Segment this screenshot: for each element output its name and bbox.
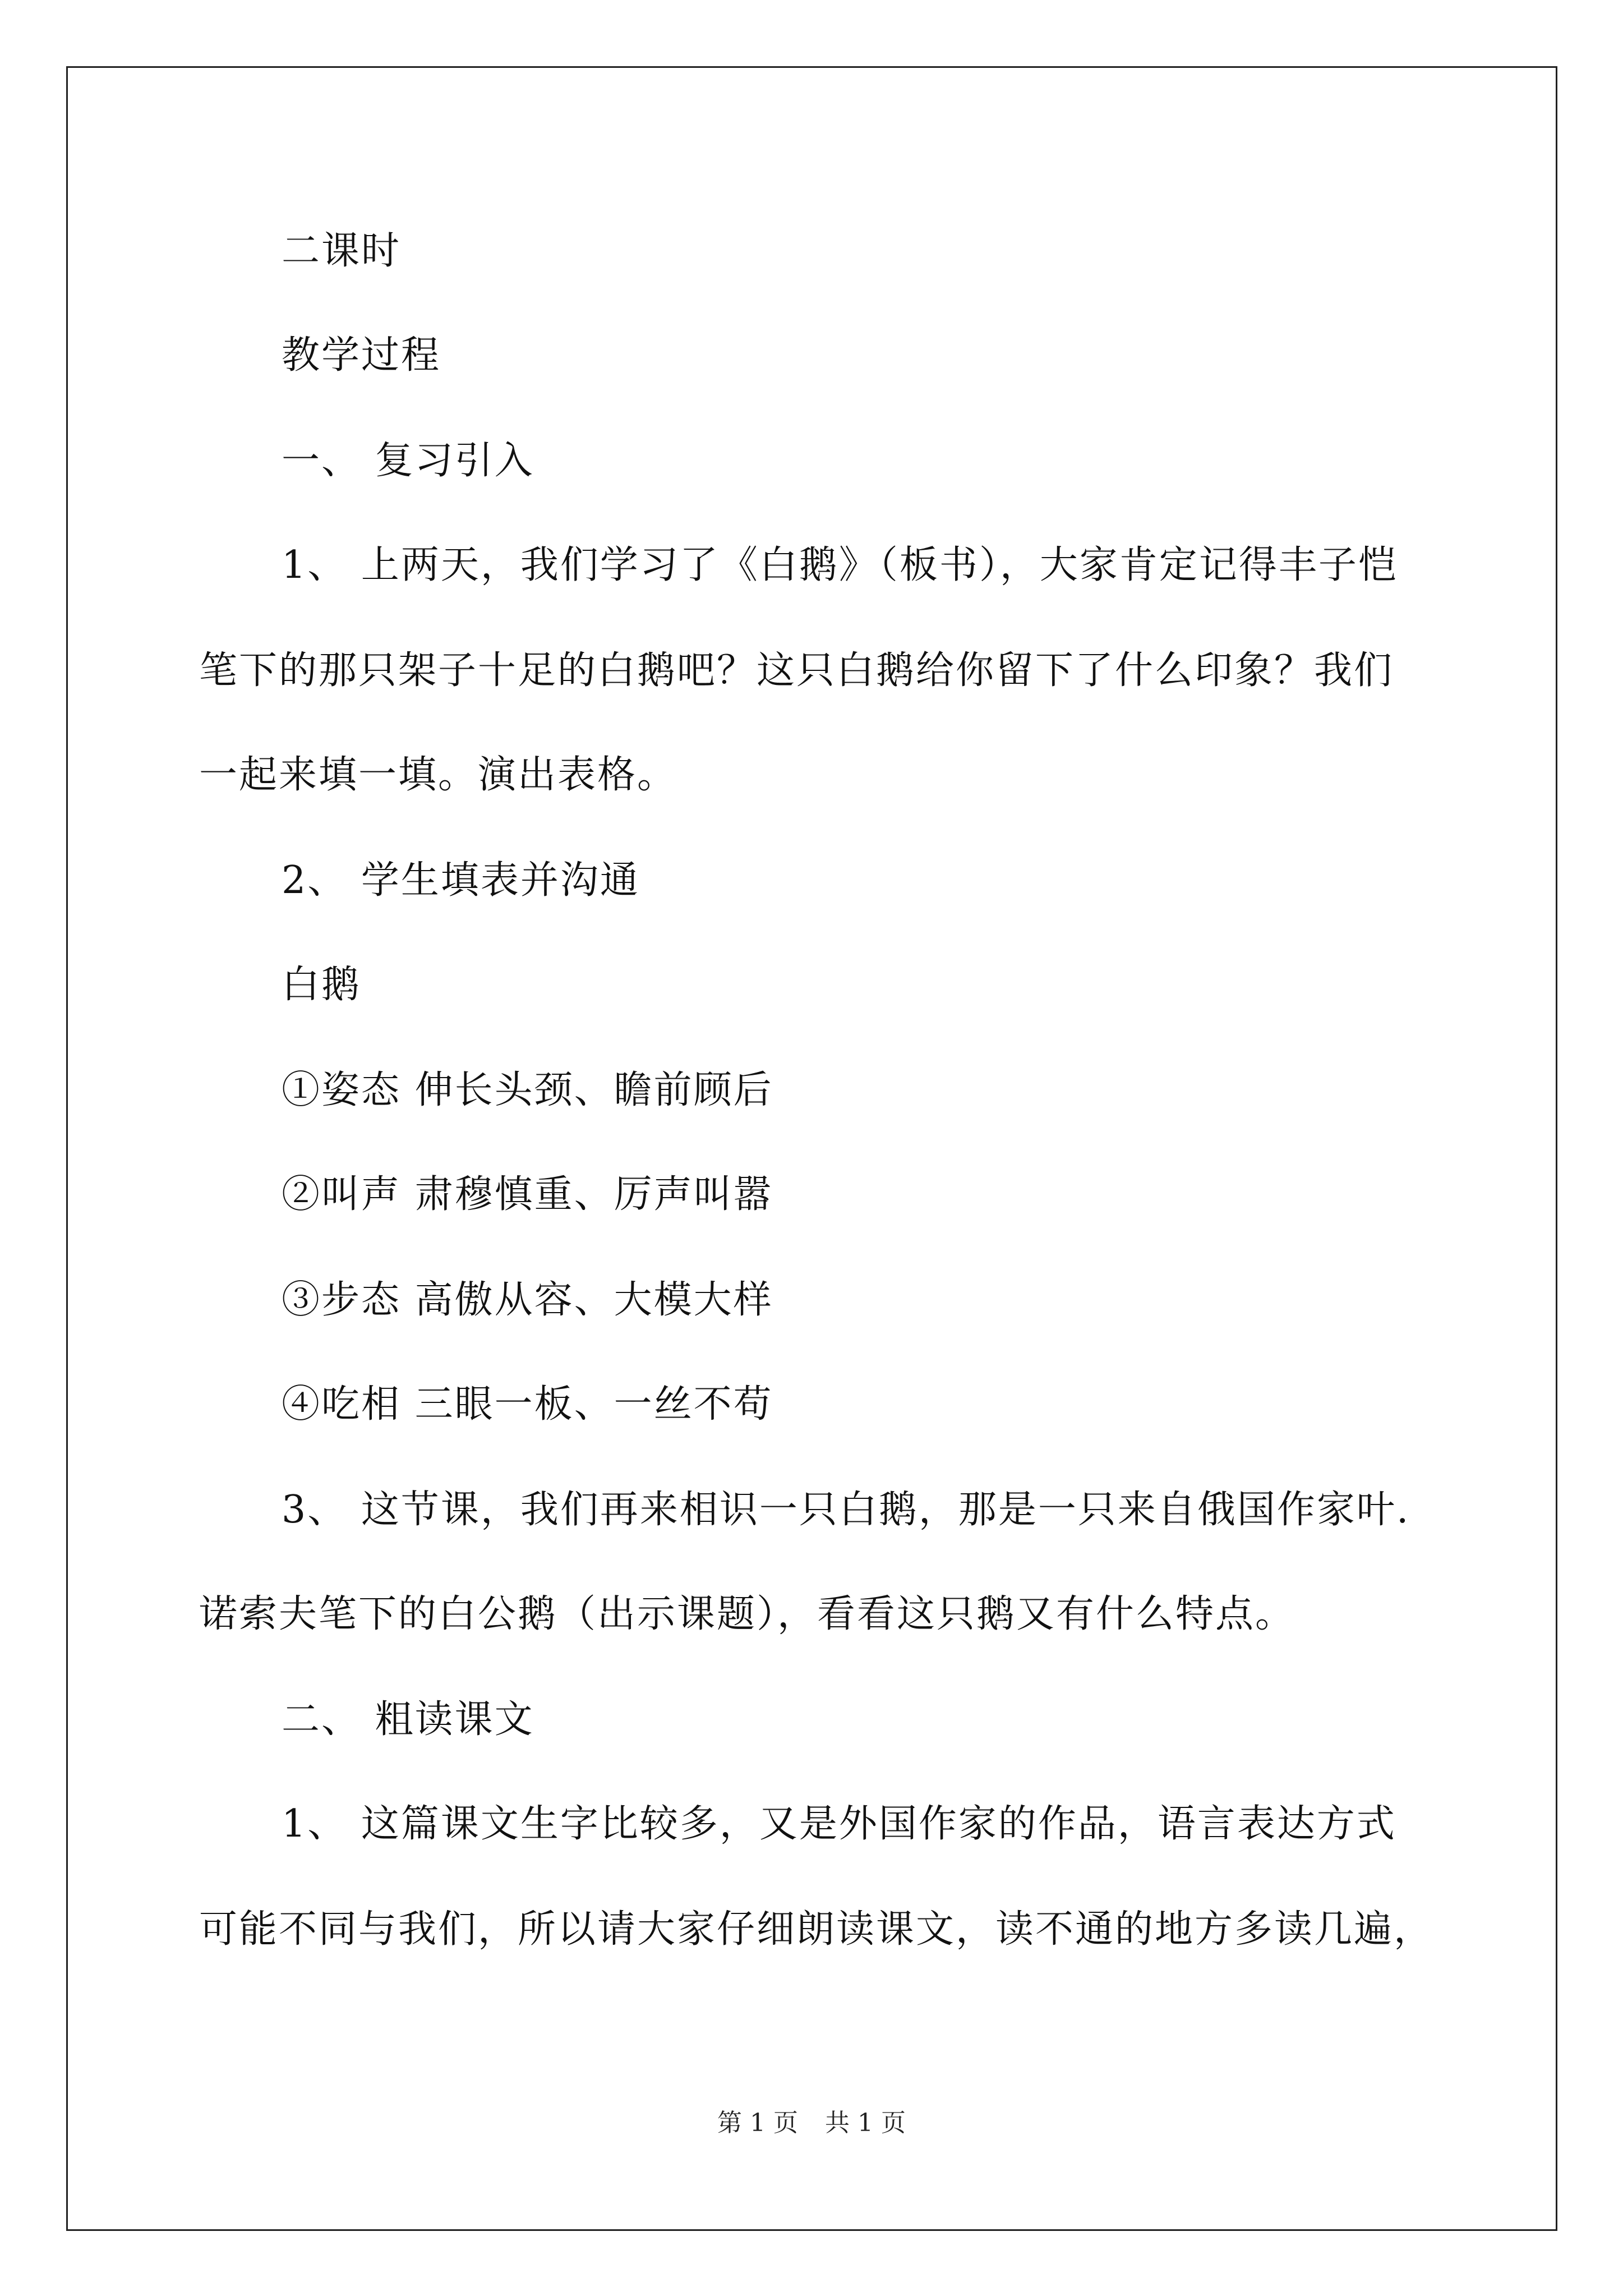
list-item: ④吃相 三眼一板、一丝不苟 — [282, 1382, 773, 1427]
paragraph-line: 2、 学生填表并沟通 — [282, 858, 640, 903]
page-footer — [0, 2108, 1623, 2139]
page-frame — [66, 66, 1557, 2231]
paragraph-line: 3、 这节课，我们再来相识一只白鹅，那是一只来自俄国作家叶. — [282, 1488, 1410, 1532]
table-title: 白鹅 — [282, 963, 362, 1007]
paragraph-line: 1、 这篇课文生字比较多，又是外国作家的作品，语言表达方式 — [282, 1802, 1396, 1846]
section-heading: 一、 复习引入 — [282, 439, 534, 483]
section-heading: 二、 粗读课文 — [282, 1697, 534, 1742]
page-total: 共 1 页 — [825, 2109, 906, 2137]
paragraph-line: 一起来填一填。演出表格。 — [199, 753, 677, 797]
paragraph-line: 笔下的那只架子十足的白鹅吧？这只白鹅给你留下了什么印象？我们 — [199, 648, 1394, 693]
page-number: 第 1 页 — [717, 2109, 798, 2137]
paragraph-line: 可能不同与我们，所以请大家仔细朗读课文，读不通的地方多读几遍， — [199, 1907, 1434, 1952]
section-heading: 教学过程 — [282, 333, 441, 378]
list-item: ①姿态 伸长头颈、瞻前顾后 — [282, 1068, 773, 1112]
section-heading: 二课时 — [282, 229, 402, 273]
paragraph-line: 诺索夫笔下的白公鹅（出示课题），看看这只鹅又有什么特点。 — [199, 1592, 1295, 1636]
paragraph-line: 1、 上两天，我们学习了《白鹅》（板书），大家肯定记得丰子恺 — [282, 543, 1398, 587]
list-item: ③步态 高傲从容、大模大样 — [282, 1278, 773, 1322]
list-item: ②叫声 肃穆慎重、厉声叫嚣 — [282, 1172, 773, 1217]
